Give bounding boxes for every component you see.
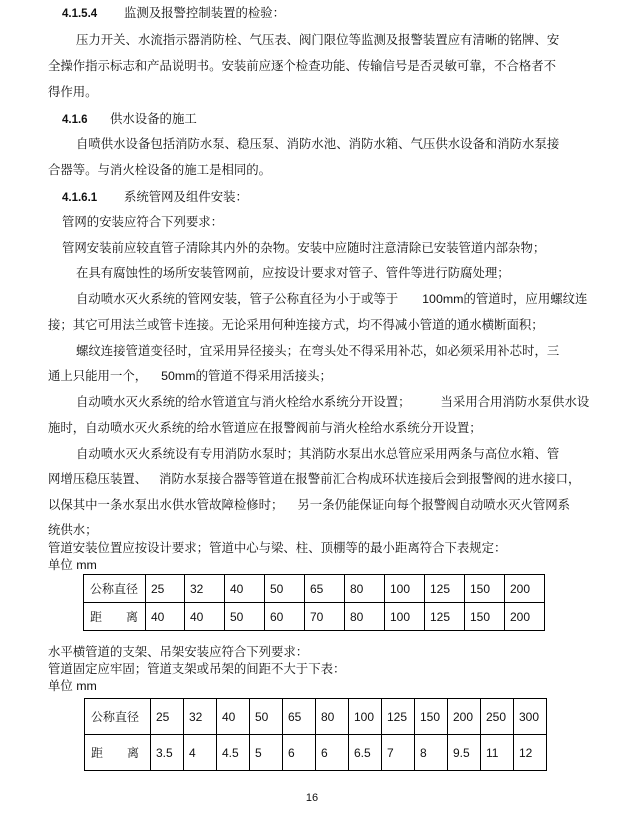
- table-cell: 65: [305, 575, 345, 603]
- paragraph-line: 接；其它可用法兰或管卡连接。无论采用何种连接方式，均不得减小管道的通水横断面积；: [48, 317, 544, 332]
- text-span: 网增压稳压装置、: [48, 471, 148, 486]
- text-span: 自动喷水灭火系统的管网安装，管子公称直径为小于或等于: [76, 291, 399, 306]
- table-row: [84, 603, 545, 631]
- table-cell: 200: [448, 699, 481, 735]
- table-row: [85, 735, 547, 771]
- table-cell: 5: [250, 735, 283, 771]
- table-cell: 50: [225, 603, 265, 631]
- table-cell: 11: [481, 735, 514, 771]
- table-cell: 150: [465, 603, 505, 631]
- paragraph-line: [76, 290, 587, 308]
- value-span: 50mm: [161, 369, 196, 383]
- table-cell: 40: [185, 603, 225, 631]
- paragraph-line: 压力开关、水流指示器消防栓、气压表、阀门限位等监测及报警装置应有清晰的铭牌、安: [76, 32, 560, 47]
- table-cell: 25: [146, 575, 185, 603]
- table-cell: 40: [146, 603, 185, 631]
- table-cell: 25: [151, 699, 184, 735]
- clearance-table: [83, 574, 545, 631]
- table-cell: 80: [345, 603, 385, 631]
- section-title: 监测及报警控制装置的检验：: [124, 5, 286, 20]
- section-number: 4.1.5.4: [62, 8, 98, 20]
- requirement-line: 水平横管道的支架、吊架安装应符合下列要求：: [48, 644, 309, 659]
- paragraph-line: 自动喷水灭火系统设有专用消防水泵时；其消防水泵出水总管应采用两条与高位水箱、管: [76, 446, 560, 461]
- table-cell: 100: [385, 603, 425, 631]
- table-cell: 6: [316, 735, 349, 771]
- table-cell: 250: [481, 699, 514, 735]
- table-cell: 125: [382, 699, 415, 735]
- paragraph-line: 螺纹连接管道变径时，宜采用异径接头；在弯头处不得采用补芯，如必须采用补芯时，三: [76, 343, 560, 358]
- paragraph-line: [48, 470, 580, 488]
- table-header-cell: 公称直径: [85, 699, 151, 735]
- table-cell: 7: [382, 735, 415, 771]
- section-title: 供水设备的施工: [110, 111, 197, 126]
- table-row: [85, 699, 547, 735]
- text-span: 消防水泵接合器等管道在报警前汇合构成环状连接后会到报警阀的进水接口，: [159, 471, 581, 486]
- table-cell: 8: [415, 735, 448, 771]
- table-cell: 150: [415, 699, 448, 735]
- table-cell: 65: [283, 699, 316, 735]
- text-span: 当采用合用消防水泵供水设: [440, 394, 590, 409]
- paragraph-line: 自喷供水设备包括消防水泵、稳压泵、消防水池、消防水箱、气压供水设备和消防水泵接: [76, 136, 560, 151]
- table-cell: 200: [505, 603, 545, 631]
- table-cell: 100: [385, 575, 425, 603]
- table-cell: 3.5: [151, 735, 184, 771]
- section-number: 4.1.6.1: [62, 192, 98, 204]
- text-span: 通上只能用一个，: [48, 368, 148, 383]
- requirement-line: 管道固定应牢固；管道支架或吊架的间距不大于下表：: [48, 661, 346, 676]
- table-cell: 4: [184, 735, 217, 771]
- requirement-line: 管道安装位置应按设计要求；管道中心与梁、柱、顶棚等的最小距离符合下表规定：: [48, 540, 507, 555]
- table-header-cell: 公称直径: [84, 575, 146, 603]
- text-span: 另一条仍能保证向每个报警阀自动喷水灭火管网系: [297, 497, 571, 512]
- section-4-1-5-4: [62, 4, 285, 23]
- requirement-line: 在具有腐蚀性的场所安装管网前，应按设计要求对管子、管件等进行防腐处理；: [76, 265, 510, 280]
- table-cell: 60: [265, 603, 305, 631]
- table-cell: 6.5: [349, 735, 382, 771]
- page-number: 16: [305, 792, 319, 804]
- section-4-1-6-1: [62, 188, 248, 207]
- table-cell: 150: [465, 575, 505, 603]
- paragraph-line: 统供水；: [48, 522, 98, 537]
- table-cell: 80: [345, 575, 385, 603]
- table-row: [84, 575, 545, 603]
- paragraph-line: 得作用。: [48, 84, 98, 99]
- table-cell: 12: [514, 735, 547, 771]
- section-4-1-6: [62, 110, 197, 129]
- table-cell: 32: [185, 575, 225, 603]
- text-span: 的管道不得采用活接头；: [195, 368, 332, 383]
- support-spacing-table: [84, 698, 547, 771]
- table-cell: 70: [305, 603, 345, 631]
- table-header-cell: 距 离: [85, 735, 151, 771]
- table-cell: 6: [283, 735, 316, 771]
- requirement-line: 管网安装前应较直管子清除其内外的杂物。安装中应随时注意清除已安装管道内部杂物；: [62, 240, 546, 255]
- paragraph-line: 施时，自动喷水灭火系统的给水管道应在报警阀前与消火栓给水系统分开设置；: [48, 420, 482, 435]
- table-cell: 125: [425, 603, 465, 631]
- section-number: 4.1.6: [62, 114, 88, 126]
- table-cell: 200: [505, 575, 545, 603]
- table-cell: 300: [514, 699, 547, 735]
- unit-label: 单位 mm: [48, 558, 97, 572]
- table-cell: 9.5: [448, 735, 481, 771]
- table-cell: 32: [184, 699, 217, 735]
- unit-label: 单位 mm: [48, 679, 97, 693]
- requirement-line: 管网的安装应符合下列要求：: [62, 214, 224, 229]
- paragraph-line: 合器等。与消火栓设备的施工是相同的。: [48, 162, 272, 177]
- table-cell: 50: [265, 575, 305, 603]
- table-cell: 100: [349, 699, 382, 735]
- paragraph-line: [76, 393, 589, 411]
- text-span: 的管道时，应用螺纹连: [463, 291, 588, 306]
- table-cell: 40: [217, 699, 250, 735]
- table-cell: 40: [225, 575, 265, 603]
- table-header-cell: 距 离: [84, 603, 146, 631]
- value-span: 100mm: [422, 292, 464, 306]
- table-cell: 125: [425, 575, 465, 603]
- section-title: 系统管网及组件安装：: [124, 189, 248, 204]
- paragraph-line: [48, 496, 570, 514]
- paragraph-line: [48, 367, 332, 385]
- text-span: 以保其中一条水泵出水供水管故障检修时；: [48, 497, 284, 512]
- table-cell: 50: [250, 699, 283, 735]
- text-span: 自动喷水灭火系统的给水管道宜与消火栓给水系统分开设置；: [76, 394, 411, 409]
- table-cell: 4.5: [217, 735, 250, 771]
- table-cell: 80: [316, 699, 349, 735]
- paragraph-line: 全操作指示标志和产品说明书。安装前应逐个检查功能、传输信号是否灵敏可靠，不合格者不: [48, 58, 557, 73]
